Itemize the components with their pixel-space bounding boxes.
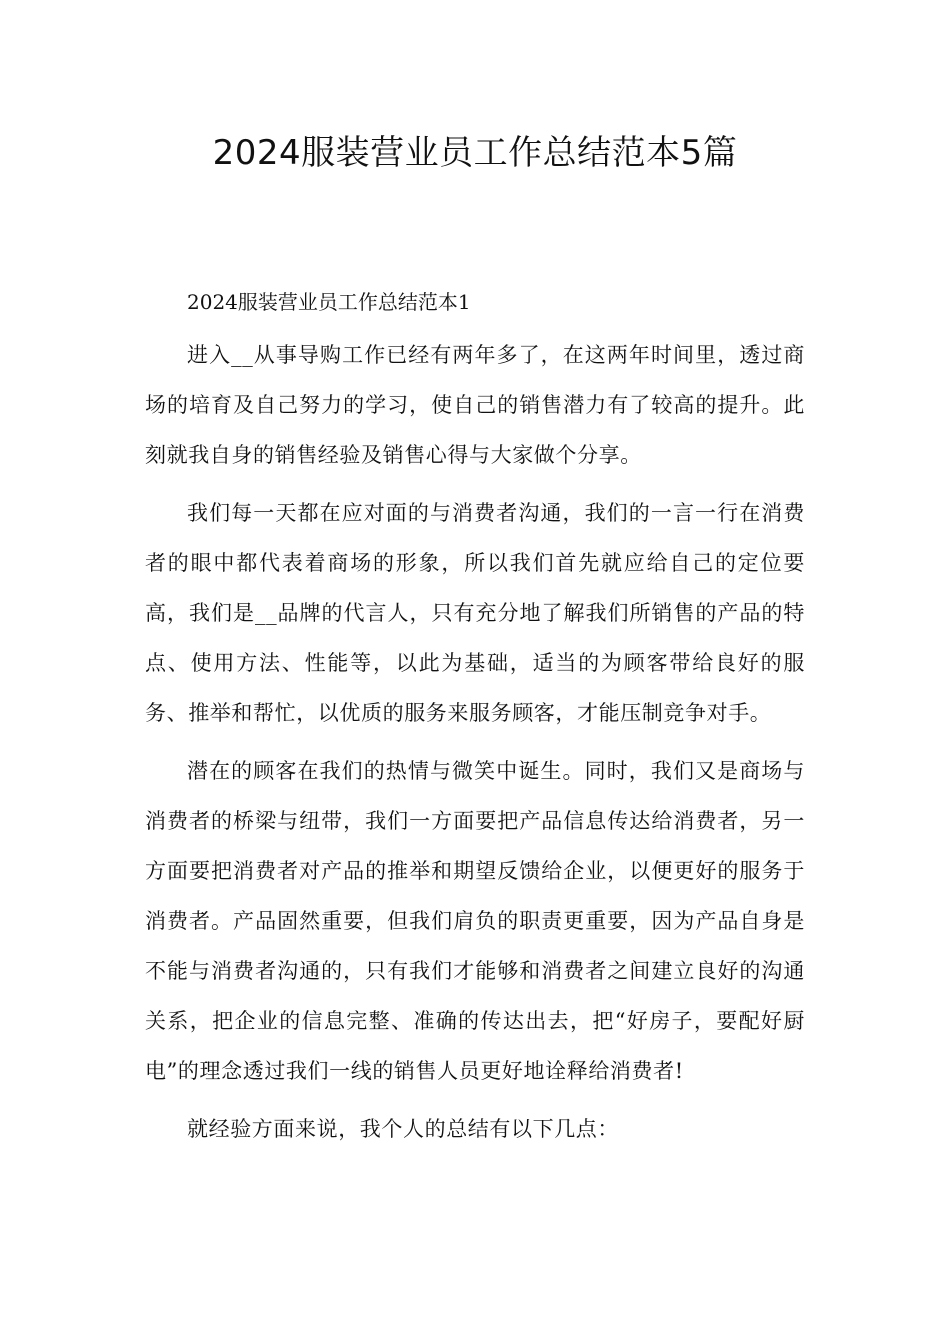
document-body (145, 282, 805, 1154)
paragraph-4: 就经验方面来说，我个人的总结有以下几点： (187, 1117, 619, 1141)
paragraph-1: 进入__从事导购工作已经有两年多了，在这两年时间里，透过商场的培育及自己努力的学习，使自己的销售潜力有了较高的提升。此刻就我自身的销售经验及销售心得与大家做个分享。 (145, 343, 805, 467)
paragraph-2: 我们每一天都在应对面的与消费者沟通，我们的一言一行在消费者的眼中都代表着商场的形象，所以我们首先就应给自己的定位要高，我们是__品牌的代言人，只有充分地了解我们所销售的产品的特点、使用方法、性能等，以此为基础，适当的为顾客带给良好的服务、推举和帮忙，以优质的服务来服务顾客，才能压制竞争对手。 (145, 501, 805, 725)
section-title: 2024服装营业员工作总结范本1 (187, 290, 471, 314)
document-title: 2024服装营业员工作总结范本5篇 (212, 133, 738, 173)
paragraph-3: 潜在的顾客在我们的热情与微笑中诞生。同时，我们又是商场与消费者的桥梁与纽带，我们一方面要把产品信息传达给消费者，另一方面要把消费者对产品的推举和期望反馈给企业，以便更好的服务于消费者。产品固然重要，但我们肩负的职责更重要，因为产品自身是不能与消费者沟通的，只有我们才能够和消费者之间建立良好的沟通关系，把企业的信息完整、准确的传达出去，把“好房子，要配好厨电”的理念透过我们一线的销售人员更好地诠释给消费者! (145, 759, 805, 1083)
